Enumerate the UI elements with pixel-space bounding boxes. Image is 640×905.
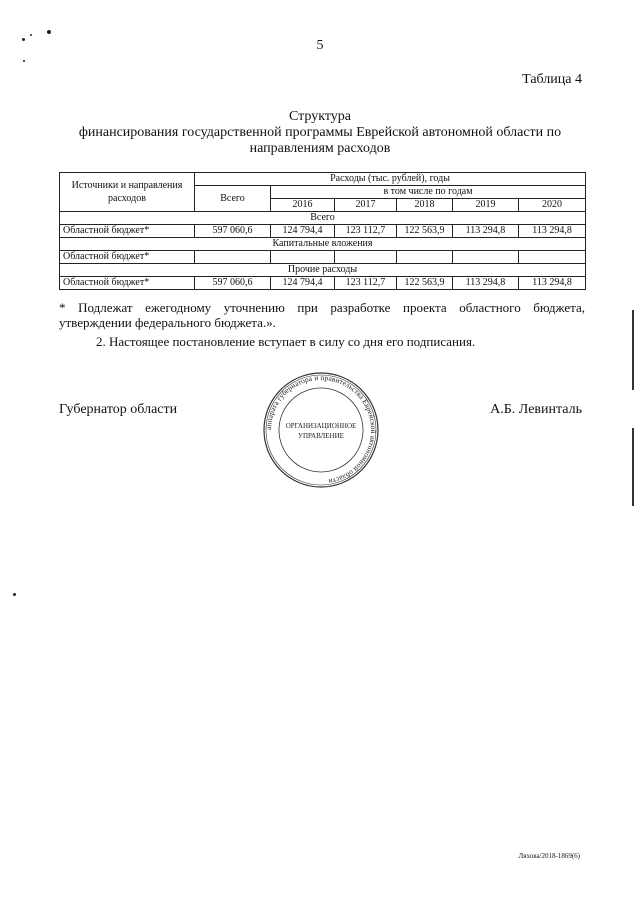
cell-value: 597 060,6 (195, 277, 271, 290)
scan-speck (47, 30, 51, 34)
header-expenses: Расходы (тыс. рублей), годы (195, 173, 586, 186)
cell-value (453, 251, 519, 264)
document-reference: Ляхова/2018-1869(6) (518, 852, 580, 860)
cell-value: 113 294,8 (453, 277, 519, 290)
scan-speck (30, 34, 32, 36)
cell-value: 123 112,7 (335, 277, 397, 290)
cell-value (519, 251, 586, 264)
cell-value: 113 294,8 (519, 225, 586, 238)
paragraph-effective-date: 2. Настоящее постановление вступает в силу со дня его подписания. (96, 334, 476, 349)
header-total: Всего (195, 186, 271, 212)
scan-speck (23, 60, 25, 62)
table-row (60, 251, 586, 264)
cell-value: 113 294,8 (519, 277, 586, 290)
stamp-center-line-1: ОРГАНИЗАЦИОННОЕ (285, 422, 357, 430)
header-year: 2018 (397, 199, 453, 212)
section-title: Капитальные вложения (60, 238, 586, 251)
cell-value (271, 251, 335, 264)
footnote: * Подлежат ежегодному уточнению при разработке проекта областного бюджета, утверждении федерального бюджета.». (59, 300, 585, 330)
header-source: Источники и направления расходов (60, 173, 195, 212)
stamp-ring-text: аппарата губернатора и правительства Еврейской автономной области (263, 372, 379, 487)
cell-value: 122 563,9 (397, 277, 453, 290)
financing-table (59, 172, 586, 290)
table-row (60, 225, 586, 238)
cell-value: 123 112,7 (335, 225, 397, 238)
scan-edge-line (632, 428, 634, 506)
row-label: Областной бюджет* (60, 251, 195, 264)
cell-value: 124 794,4 (271, 277, 335, 290)
header-year: 2019 (453, 199, 519, 212)
section-title: Прочие расходы (60, 264, 586, 277)
signatory-name: А.Б. Левинталь (490, 402, 582, 417)
header-year: 2020 (519, 199, 586, 212)
title-line-2: финансирования государственной программы Еврейской автономной области по (78, 125, 562, 140)
table-label: Таблица 4 (522, 72, 582, 87)
title-line-3: направлениям расходов (249, 141, 391, 156)
cell-value: 124 794,4 (271, 225, 335, 238)
row-label: Областной бюджет* (60, 225, 195, 238)
scan-edge-line (632, 310, 634, 390)
cell-value (335, 251, 397, 264)
cell-value: 597 060,6 (195, 225, 271, 238)
signatory-position: Губернатор области (59, 402, 178, 417)
title-line-1: Структура (288, 109, 352, 124)
header-year: 2016 (271, 199, 335, 212)
page-number: 5 (316, 38, 324, 53)
table-row (60, 277, 586, 290)
section-title: Всего (60, 212, 586, 225)
cell-value: 122 563,9 (397, 225, 453, 238)
official-stamp (256, 372, 386, 488)
row-label: Областной бюджет* (60, 277, 195, 290)
scan-speck (13, 593, 16, 596)
cell-value (397, 251, 453, 264)
cell-value (195, 251, 271, 264)
cell-value: 113 294,8 (453, 225, 519, 238)
stamp-center-line-2: УПРАВЛЕНИЕ (298, 432, 344, 440)
header-by-years: в том числе по годам (271, 186, 586, 199)
header-year: 2017 (335, 199, 397, 212)
